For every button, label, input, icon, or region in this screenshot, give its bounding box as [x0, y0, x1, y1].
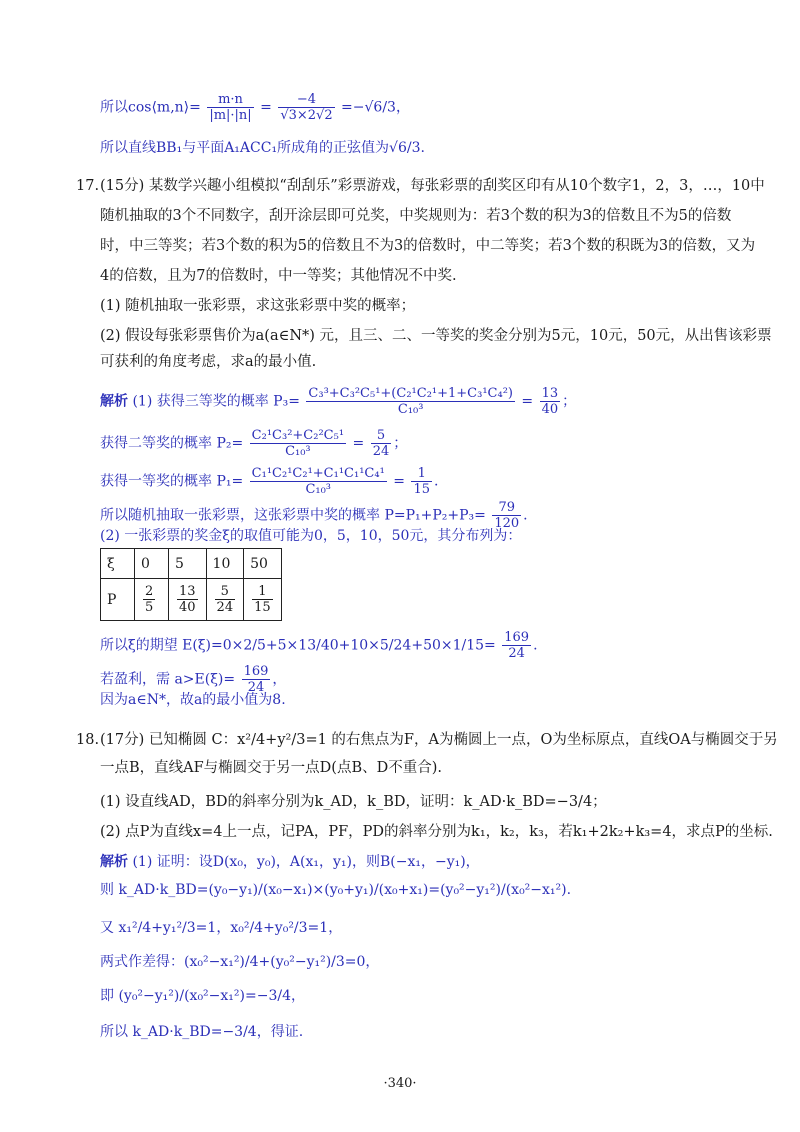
table-cell: ξ: [101, 549, 135, 579]
table-cell: $\frac{1}{15}$: [244, 579, 282, 621]
solution-18-line6: 所以 k_AD·k_BD=−3/4，得证.: [100, 1024, 304, 1040]
solution-label: 解析: [100, 393, 128, 410]
table-cell: 0: [135, 549, 169, 579]
problem-17-number: 17.: [76, 178, 100, 194]
solution-17-line7: 若盈利，需 a>E(ξ)= $\frac{169}{24}$ ，: [100, 664, 287, 695]
solution-18-line1: 解析 (1) 证明：设D(x₀，y₀)，A(x₁，y₁)，则B(−x₁，−y₁)，: [100, 854, 480, 870]
table-cell: P: [101, 579, 135, 621]
solution-18-line2: 则 k_AD·k_BD=(y₀−y₁)/(x₀−x₁)×(y₀+y₁)/(x₀+x₁)=(y₀²−y₁²)/(x₀²−x₁²).: [100, 882, 572, 898]
problem-18-line1: (17分) 已知椭圆 C：x²/4+y²/3=1 的右焦点为F，A为椭圆上一点，O为坐标原点，直线OA与椭圆交于另: [100, 732, 778, 748]
prev-solution-line1: 所以cos⟨m,n⟩= $\frac{m\cdot n}{|m|\cdot|n|}$ = $\frac{-4}{√3\times 2√2}$ =−√6/3，: [100, 92, 410, 123]
problem-17-part1: (1) 随机抽取一张彩票，求这张彩票中奖的概率；: [100, 298, 416, 314]
problem-18-line2: 一点B，直线AF与椭圆交于另一点D(点B、D不重合).: [100, 760, 443, 776]
table-cell: $\frac{5}{24}$: [206, 579, 244, 621]
solution-18-line4: 两式作差得：(x₀²−x₁²)/4+(y₀²−y₁²)/3=0，: [100, 954, 380, 970]
table-cell: 5: [169, 549, 207, 579]
solution-17-line4: 所以随机抽取一张彩票，这张彩票中奖的概率 P=P₁+P₂+P₃= $\frac{79}{120}$ .: [100, 500, 528, 531]
solution-17-line8: 因为a∈N*，故a的最小值为8.: [100, 692, 286, 708]
table-cell: $\frac{13}{40}$: [169, 579, 207, 621]
solution-17-line1: 解析 (1) 获得三等奖的概率 P₃= $\frac{\text{C₃³+C₃²C₅¹+(C₂¹C₂¹+1+C₃¹C₄²)}}{\text{C₁₀³}}$ = $\frac{13}{40}$ ；: [100, 386, 577, 417]
problem-18-part2: (2) 点P为直线x=4上一点，记PA，PF，PD的斜率分别为k₁，k₂，k₃，若k₁+2k₂+k₃=4，求点P的坐标.: [100, 824, 773, 840]
problem-18-part1: (1) 设直线AD，BD的斜率分别为k_AD，k_BD，证明：k_AD·k_BD=−3/4；: [100, 794, 607, 810]
page-number: ·340·: [383, 1076, 417, 1091]
solution-17-line6: 所以ξ的期望 E(ξ)=0×2/5+5×13/40+10×5/24+50×1/15= $\frac{169}{24}$ .: [100, 630, 538, 661]
table-cell: 50: [244, 549, 282, 579]
table-cell: $\frac{2}{5}$: [135, 579, 169, 621]
problem-17-line3: 时，中三等奖；若3个数的积为5的倍数且不为3的倍数时，中二等奖；若3个数的积既为3的倍数，又为: [100, 238, 756, 254]
problem-17-line2: 随机抽取的3个不同数字，刮开涂层即可兑奖，中奖规则为：若3个数的积为3的倍数且不为5的倍数: [100, 208, 732, 224]
problem-17-part2-a: (2) 假设每张彩票售价为a(a∈N*) 元，且三、二、一等奖的奖金分别为5元，10元，50元，从出售该彩票: [100, 328, 772, 344]
table-cell: 10: [206, 549, 244, 579]
prev-solution-line2: 所以直线BB₁与平面A₁ACC₁所成角的正弦值为√6/3.: [100, 140, 425, 156]
solution-18-line5: 即 (y₀²−y₁²)/(x₀²−x₁²)=−3/4，: [100, 988, 305, 1004]
problem-17-part2-b: 可获利的角度考虑，求a的最小值.: [100, 354, 317, 370]
solution-17-line3: 获得一等奖的概率 P₁= $\frac{\text{C₁¹C₂¹C₂¹+C₁¹C₁¹C₄¹}}{\text{C₁₀³}}$ = $\frac{1}{15}$ .: [100, 466, 439, 497]
problem-17-line1: (15分) 某数学兴趣小组模拟“刮刮乐”彩票游戏，每张彩票的刮奖区印有从10个数字1，2，3，…，10中: [100, 178, 765, 194]
solution-18-line3: 又 x₁²/4+y₁²/3=1，x₀²/4+y₀²/3=1，: [100, 920, 343, 936]
distribution-table: [100, 548, 282, 621]
solution-label: 解析: [100, 854, 128, 870]
table-row: [101, 579, 282, 621]
problem-18-number: 18.: [76, 732, 100, 748]
solution-17-line5: (2) 一张彩票的奖金ξ的取值可能为0，5，10，50元，其分布列为：: [100, 528, 522, 544]
problem-17-line4: 4的倍数，且为7的倍数时，中一等奖；其他情况不中奖.: [100, 268, 457, 284]
table-row: [101, 549, 282, 579]
solution-17-line2: 获得二等奖的概率 P₂= $\frac{\text{C₂¹C₃²+C₂²C₅¹}}{\text{C₁₀³}}$ = $\frac{5}{24}$ ；: [100, 428, 408, 459]
